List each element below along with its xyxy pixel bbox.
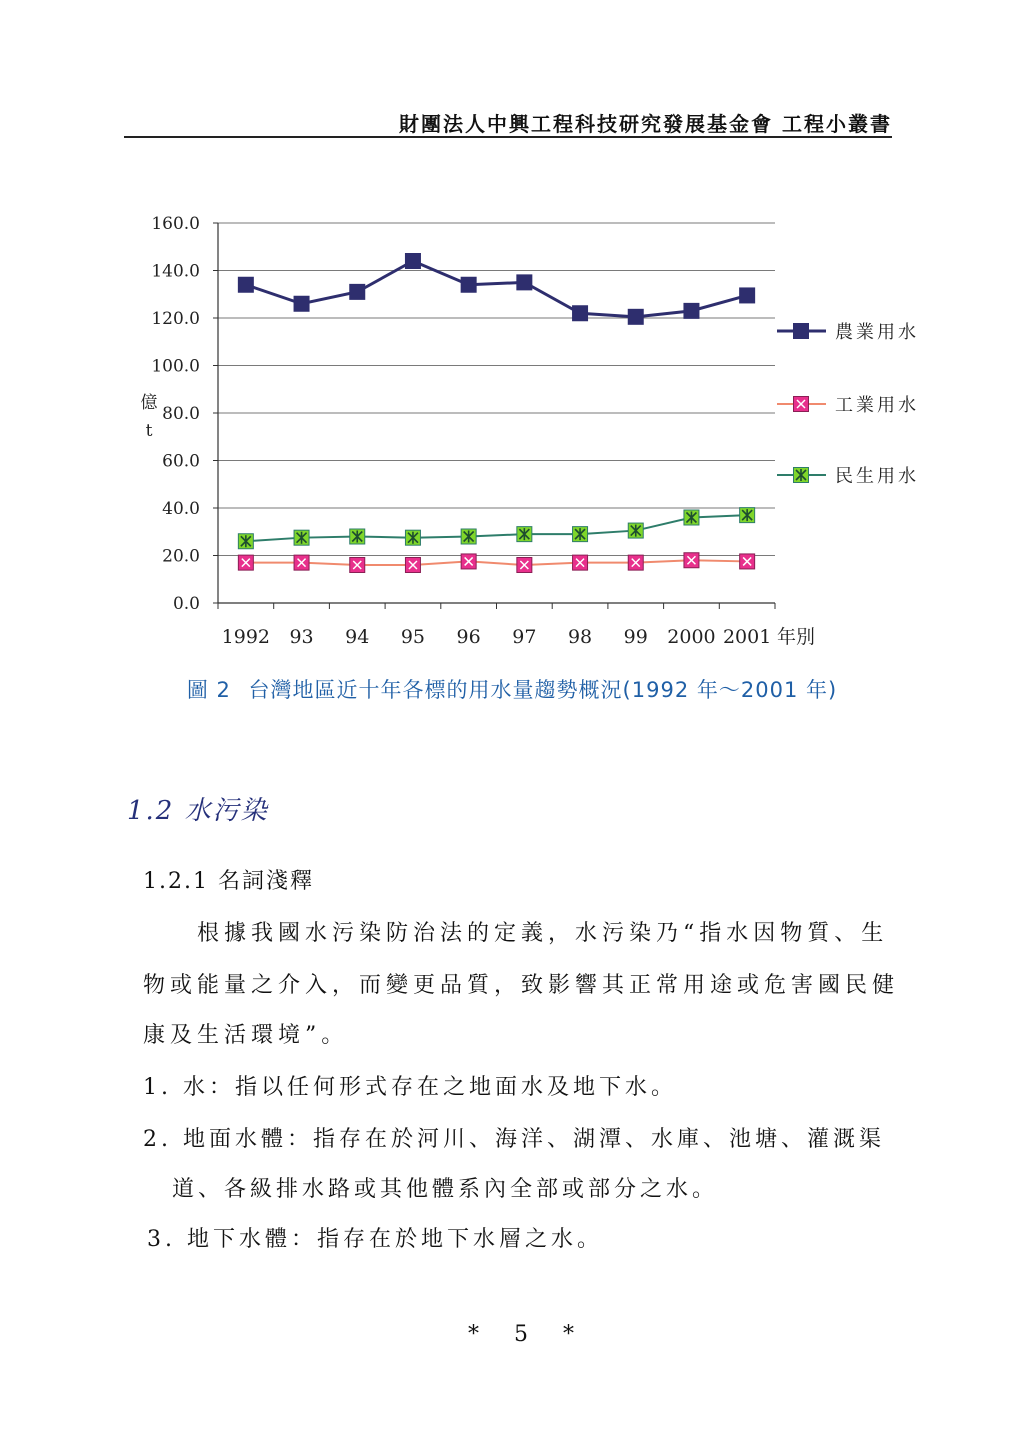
paragraph-line: 物或能量之介入，而變更品質，致影響其正常用途或危害國民健 <box>143 973 900 998</box>
data-point <box>350 284 365 299</box>
data-point <box>573 306 588 321</box>
y-tick-label: 100.0 <box>151 356 200 377</box>
y-tick-label: 120.0 <box>151 309 200 329</box>
figure-label: 圖 2 <box>186 678 231 702</box>
paragraph-line: 康及生活環境”。 <box>143 1023 349 1048</box>
paragraph-line: 根據我國水污染防治法的定義，水污染乃“指水因物質、生 <box>197 921 889 946</box>
legend-label: 民生用水 <box>835 466 919 487</box>
data-point <box>740 288 755 303</box>
data-point <box>238 277 253 292</box>
y-tick-label: 20.0 <box>162 546 200 567</box>
data-point <box>628 309 643 324</box>
legend-marker <box>794 324 809 339</box>
x-tick-label: 93 <box>289 626 314 648</box>
series-line-2 <box>246 560 747 565</box>
running-header: 財團法人中興工程科技研究發展基金會 工程小叢書 <box>399 112 892 136</box>
subsection-title: 1.2.1 名詞淺釋 <box>143 869 314 894</box>
legend-label: 工業用水 <box>835 395 919 416</box>
y-tick-label: 0.0 <box>172 594 200 614</box>
section-title: 1.2 水污染 <box>127 796 269 826</box>
figure-caption <box>0 674 1024 704</box>
x-axis-label: 年別 <box>777 626 816 648</box>
figure-caption-text: 台灣地區近十年各標的用水量趨勢概況(1992 年～2001 年) <box>248 678 838 702</box>
y-tick-label: 40.0 <box>162 499 200 519</box>
data-point <box>294 296 309 311</box>
x-tick-label: 94 <box>345 626 370 648</box>
legend-label: 農業用水 <box>835 322 919 343</box>
data-point <box>461 277 476 292</box>
y-tick-label: 60.0 <box>162 451 200 472</box>
water-usage-chart <box>0 0 1024 660</box>
series-line-1 <box>246 261 747 317</box>
list-item: 3. 地下水體：指存在於地下水層之水。 <box>147 1227 603 1252</box>
x-tick-label: 95 <box>400 626 426 648</box>
series-line-3 <box>246 515 747 541</box>
x-tick-label: 99 <box>623 626 648 648</box>
x-tick-label: 2000 <box>667 626 716 648</box>
data-point <box>684 303 699 318</box>
x-tick-label: 2001 <box>722 626 772 648</box>
list-item: 2. 地面水體：指存在於河川、海洋、湖潭、水庫、池塘、灌溉渠 <box>143 1127 885 1152</box>
y-tick-label: 160.0 <box>151 214 200 234</box>
x-tick-label: 1992 <box>221 626 271 648</box>
x-tick-label: 97 <box>512 626 537 648</box>
data-point <box>405 254 420 269</box>
x-tick-label: 98 <box>567 626 593 648</box>
list-item-continuation: 道、各級排水路或其他體系內全部或部分之水。 <box>172 1177 719 1202</box>
data-point <box>517 275 532 290</box>
y-axis-label: 億 <box>140 393 158 413</box>
list-item: 1. 水：指以任何形式存在之地面水及地下水。 <box>143 1075 677 1100</box>
y-tick-label: 80.0 <box>162 404 200 424</box>
y-tick-label: 140.0 <box>151 261 200 282</box>
y-axis-label: t <box>145 421 153 441</box>
x-tick-label: 96 <box>456 626 481 648</box>
page-number: * 5 * <box>468 1322 588 1347</box>
